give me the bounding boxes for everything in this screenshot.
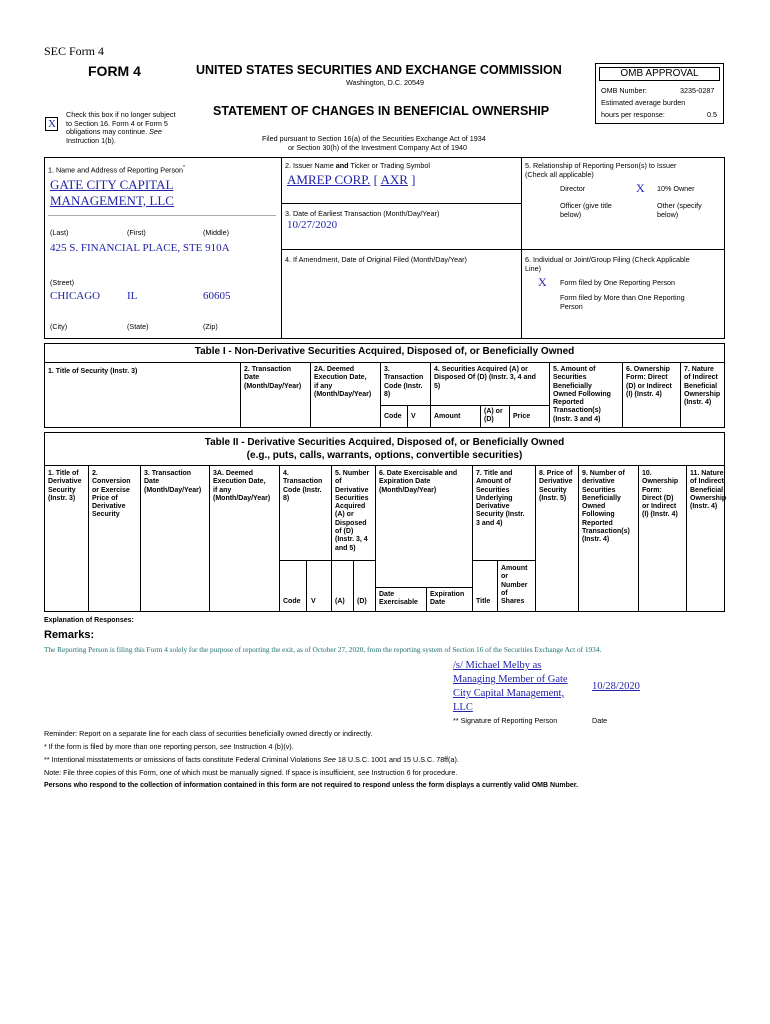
t1-col-securities: 4. Securities Acquired (A) or Disposed Of (D) (Instr. 3, 4 and 5) <box>434 366 536 390</box>
omb-hours-label: hours per response: <box>601 110 665 119</box>
director-label: Director <box>560 184 586 193</box>
t2-col-code: 4. Transaction Code (Instr. 8) <box>283 470 323 502</box>
no-longer-subject-checkbox[interactable] <box>45 117 58 131</box>
t1-col-date: 2. Transaction Date (Month/Day/Year) <box>244 366 302 390</box>
t2-sub-d: (D) <box>357 598 367 605</box>
t1-col-title: 1. Title of Security (Instr. 3) <box>48 368 138 375</box>
t1-sub-aord: (A) or (D) <box>484 408 503 424</box>
agency-city: Washington, D.C. 20549 <box>346 78 425 87</box>
t1-sub-amount: Amount <box>434 413 461 420</box>
t2-sub-date-exercisable: Date Exercisable <box>379 591 418 607</box>
city-label: (City) <box>50 322 68 331</box>
issuer-ticker: AMREP CORP. [ AXR ] <box>287 172 416 187</box>
signature-label: ** Signature of Reporting Person <box>453 716 558 725</box>
t2-col-deemed: 3A. Deemed Execution Date, if any (Month/Day/Year) <box>213 470 271 502</box>
box4-label: 4. If Amendment, Date of Original Filed (Month/Day/Year) <box>285 255 467 264</box>
explanation-label: Explanation of Responses: <box>44 617 134 624</box>
box6-label: 6. Individual or Joint/Group Filing (Check Applicable Line) <box>525 255 690 273</box>
signature-date: 10/28/2020 <box>592 681 640 692</box>
last-label: (Last) <box>50 228 69 237</box>
t2-col-nature: 11. Nature of Indirect Beneficial Ownership (Instr. 4) <box>690 470 727 511</box>
t2-col-exercisable: 6. Date Exercisable and Expiration Date (Month/Day/Year) <box>379 470 458 494</box>
t1-col-ownership: 6. Ownership Form: Direct (D) or Indirect (I) (Instr. 4) <box>626 366 672 398</box>
footer-note-1: * If the form is filed by more than one reporting person, see Instruction 4 (b)(v). <box>44 742 294 751</box>
t1-col-nature: 7. Nature of Indirect Beneficial Ownership (Instr. 4) <box>684 366 721 407</box>
street-value: 425 S. FINANCIAL PLACE, STE 910A <box>50 242 230 254</box>
form-label: FORM 4 <box>88 63 141 79</box>
filed-pursuant-1: Filed pursuant to Section 16(a) of the Securities Exchange Act of 1934 <box>262 134 486 143</box>
state-label: (State) <box>127 322 149 331</box>
box1-label: 1. Name and Address of Reporting Person* <box>48 165 185 175</box>
filed-pursuant-2: or Section 30(h) of the Investment Company Act of 1940 <box>288 143 467 152</box>
t2-sub-title: Title <box>476 598 491 605</box>
omb-approval-box <box>595 63 724 124</box>
city-value: CHICAGO <box>50 290 101 302</box>
t2-sub-v: V <box>311 598 316 605</box>
issuer-name-link[interactable]: AMREP CORP. <box>287 172 371 187</box>
zip-label: (Zip) <box>203 322 218 331</box>
remarks-text: The Reporting Person is filing this Form 4 solely for the purpose of reporting the exit, as of October 27, 2020, from the reporting system of Section 16 of the Securities Exchange Act of 1934. <box>44 645 602 654</box>
box2-label: 2. Issuer Name and Ticker or Trading Symbol <box>285 161 431 170</box>
t1-sub-code: Code <box>384 413 402 420</box>
box5-label: 5. Relationship of Reporting Person(s) to Issuer (Check all applicable) <box>525 161 677 179</box>
first-label: (First) <box>127 228 146 237</box>
footer-note-3: Note: File three copies of this Form, one of which must be manually signed. If space is insufficient, see Instruction 6 for procedure. <box>44 768 458 777</box>
footer-omb-notice: Persons who respond to the collection of information contained in this form are not required to respond unless the form displays a currently valid OMB Number. <box>44 782 579 789</box>
t1-sub-price: Price <box>513 413 531 420</box>
t2-sub-a: (A) <box>335 598 345 605</box>
one-person-mark: X <box>538 275 547 289</box>
signature-block[interactable]: /s/ Michael Melby as Managing Member of Gate City Capital Management, LLC <box>453 660 568 713</box>
t2-col-date: 3. Transaction Date (Month/Day/Year) <box>144 470 202 494</box>
zip-value: 60605 <box>203 290 231 302</box>
t1-col-code: 3. Transaction Code (Instr. 8) <box>384 366 424 398</box>
omb-number-value: 3235-0287 <box>680 86 715 95</box>
footer-note-2: ** Intentional misstatements or omissions of facts constitute Federal Criminal Violations See 18 U.S.C. 1001 and 15 U.S.C. 78ff(a). <box>44 755 459 764</box>
sec-form-label: SEC Form 4 <box>44 44 105 58</box>
t2-col-price: 8. Price of Derivative Security (Instr. 5) <box>539 470 573 502</box>
ten-percent-owner-label: 10% Owner <box>657 184 695 193</box>
checkbox-mark: X <box>48 118 56 130</box>
ten-percent-owner-mark: X <box>636 181 645 195</box>
earliest-transaction-date: 10/27/2020 <box>287 219 338 231</box>
t1-col-deemed: 2A. Deemed Execution Date, if any (Month/Day/Year) <box>314 366 372 398</box>
street-label: (Street) <box>50 278 74 287</box>
t2-sub-amount-number: Amount or Number of Shares <box>501 565 528 606</box>
box3-label: 3. Date of Earliest Transaction (Month/Day/Year) <box>285 209 440 218</box>
t2-col-conversion: 2. Conversion or Exercise Price of Derivative Security <box>92 470 131 519</box>
t1-col-amount: 5. Amount of Securities Beneficially Owned Following Reported Transaction(s) (Instr. 3 and 4) <box>553 366 611 423</box>
officer-label: Officer (give title below) <box>560 201 612 219</box>
checkbox-text: Check this box if no longer subject to Section 16. Form 4 or Form 5 obligations may continue. See Instruction 1(b). <box>66 110 176 145</box>
t2-sub-code: Code <box>283 598 301 605</box>
omb-number-label: OMB Number: <box>601 86 647 95</box>
state-value: IL <box>127 290 138 302</box>
t2-col-underlying: 7. Title and Amount of Securities Underlying Derivative Security (Instr. 3 and 4) <box>476 470 525 527</box>
other-label: Other (specify below) <box>657 201 702 219</box>
middle-label: (Middle) <box>203 228 229 237</box>
t2-col-number: 5. Number of Derivative Securities Acquired (A) or Disposed of (D) (Instr. 3, 4 and 5) <box>335 470 370 552</box>
t2-col-ownership: 10. Ownership Form: Direct (D) or Indirect (I) (Instr. 4) <box>642 470 679 519</box>
date-label: Date <box>592 716 608 725</box>
ticker-link[interactable]: AXR <box>380 172 408 187</box>
footer-reminder: Reminder: Report on a separate line for each class of securities beneficially owned directly or indirectly. <box>44 729 373 738</box>
table-1-title: Table I - Non-Derivative Securities Acquired, Disposed of, or Beneficially Owned <box>194 346 575 357</box>
t1-sub-v: V <box>411 413 416 420</box>
one-person-label: Form filed by One Reporting Person <box>560 278 676 287</box>
t2-col-title: 1. Title of Derivative Security (Instr. 3) <box>48 470 82 502</box>
t2-sub-expiration: Expiration Date <box>430 591 465 607</box>
agency-title: UNITED STATES SECURITIES AND EXCHANGE COMMISSION <box>196 63 562 77</box>
t2-col-derivative-count: 9. Number of derivative Securities Beneficially Owned Following Reported Transaction(s) (Instr. 4) <box>582 470 630 544</box>
more-persons-label: Form filed by More than One Reporting Person <box>560 293 685 311</box>
omb-title: OMB APPROVAL <box>599 67 720 81</box>
statement-title: STATEMENT OF CHANGES IN BENEFICIAL OWNERSHIP <box>213 104 550 118</box>
remarks-label: Remarks: <box>44 629 95 641</box>
reporting-person-name[interactable]: GATE CITY CAPITAL MANAGEMENT, LLC <box>50 177 174 208</box>
omb-hours-value: 0.5 <box>707 110 717 119</box>
omb-burden-label: Estimated average burden <box>601 98 686 107</box>
table-2-title: Table II - Derivative Securities Acquired, Disposed of, or Beneficially Owned (e.g., puts, calls, warrants, options, convertible securities) <box>204 437 565 461</box>
